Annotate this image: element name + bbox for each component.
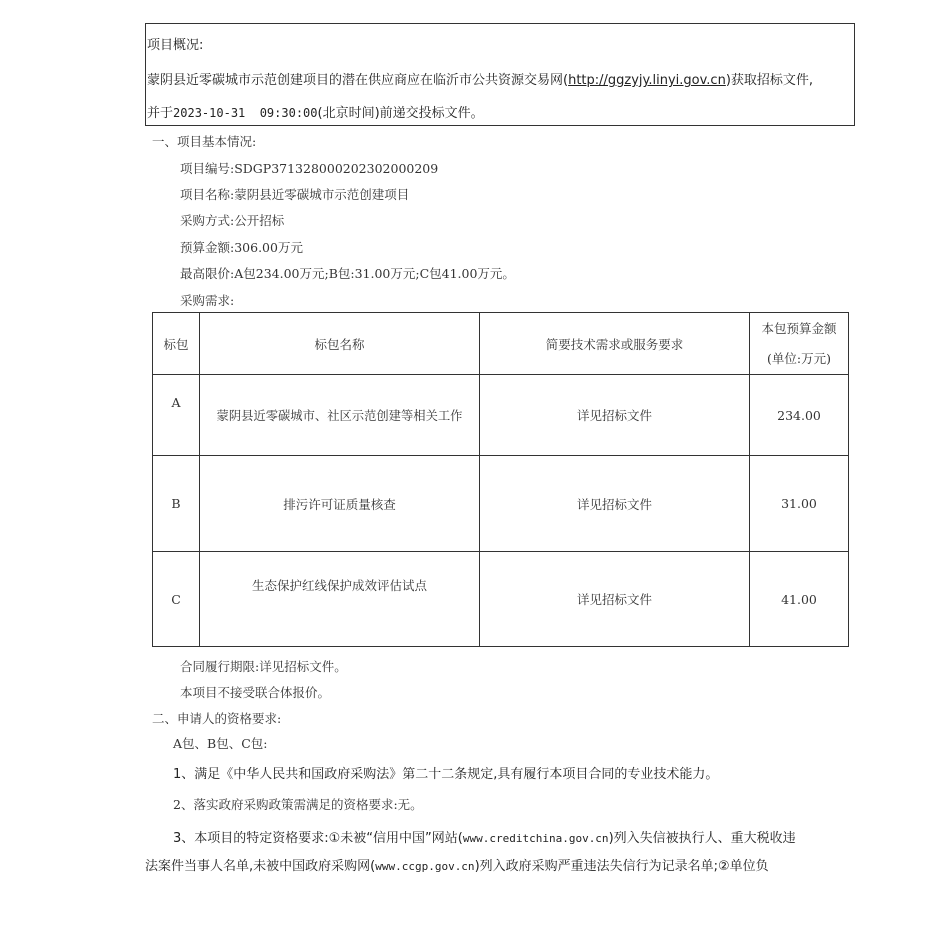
- overview-line1-tail: )获取招标文件,: [725, 73, 814, 88]
- section2-heading: 二、申请人的资格要求:: [152, 711, 282, 726]
- overview-line2-tail: (北京时间)前递交投标文件。: [317, 106, 484, 121]
- trading-site-link[interactable]: http://ggzyjy.linyi.gov.cn: [568, 73, 726, 88]
- table-row: [153, 375, 849, 456]
- row-package-cell: [153, 375, 200, 456]
- row-package-name: 蒙阴县近零碳城市、社区示范创建等相关工作: [200, 375, 480, 456]
- ccgp-url: www.ccgp.gov.cn: [375, 860, 475, 873]
- header-requirements: 简要技术需求或服务要求: [480, 313, 750, 375]
- row-budget: 41.00: [750, 552, 849, 647]
- row-budget: 31.00: [750, 456, 849, 552]
- row-package: B: [153, 456, 200, 552]
- project-number: 项目编号:SDGP371328000202302000209: [180, 161, 439, 176]
- row-package: C: [153, 552, 200, 647]
- row-package-name-cell: [200, 552, 480, 647]
- overview-line2-prefix: 并于: [147, 106, 174, 121]
- item3-line1-tail: )列入失信被执行人、重大税收违: [608, 831, 796, 846]
- table-header-row: [153, 313, 849, 375]
- row-package: A: [171, 395, 181, 410]
- procurement-method: 采购方式:公开招标: [180, 213, 285, 228]
- row-requirements: 详见招标文件: [480, 456, 750, 552]
- contract-period: 合同履行期限:详见招标文件。: [180, 659, 347, 674]
- item3-line2-tail: )列入政府采购严重违法失信行为记录名单;②单位负: [474, 859, 769, 874]
- section1-heading: 一、项目基本情况:: [152, 134, 257, 149]
- table-row: [153, 456, 849, 552]
- project-name: 项目名称:蒙阴县近零碳城市示范创建项目: [180, 187, 410, 202]
- requirements-table: [152, 312, 849, 647]
- max-price: 最高限价:A包234.00万元;B包:31.00万元;C包41.00万元。: [180, 266, 515, 281]
- budget-amount: 预算金额:306.00万元: [180, 240, 303, 255]
- overview-line-2: [147, 102, 484, 121]
- overview-line1-text: 蒙阴县近零碳城市示范创建项目的潜在供应商应在临沂市公共资源交易网(: [147, 73, 569, 88]
- header-package-name: 标包名称: [200, 313, 480, 375]
- applicable-packages: A包、B包、C包:: [173, 736, 268, 751]
- deadline-datetime: 2023-10-31 09:30:00: [173, 106, 318, 120]
- row-requirements: 详见招标文件: [480, 552, 750, 647]
- project-overview-box: [145, 23, 855, 126]
- demand-label: 采购需求:: [180, 293, 235, 308]
- row-budget: 234.00: [750, 375, 849, 456]
- header-package: 标包: [153, 313, 200, 375]
- row-package-name: 生态保护红线保护成效评估试点: [251, 578, 427, 593]
- no-consortium-note: 本项目不接受联合体报价。: [180, 685, 331, 700]
- overview-line-1: [147, 69, 813, 88]
- qualification-item-3-line2: [145, 855, 769, 874]
- row-package-name: 排污许可证质量核查: [200, 456, 480, 552]
- qualification-item-3-line1: [173, 827, 796, 846]
- table-row: [153, 552, 849, 647]
- item3-line2-text: 法案件当事人名单,未被中国政府采购网(: [145, 859, 376, 874]
- header-budget-line2: (单位:万元): [767, 350, 831, 366]
- qualification-item-2: 2、落实政府采购政策需满足的资格要求:无。: [173, 797, 423, 812]
- header-budget-line1: 本包预算金额: [761, 320, 837, 336]
- overview-title: 项目概况:: [147, 38, 204, 53]
- row-requirements: 详见招标文件: [480, 375, 750, 456]
- creditchina-url: www.creditchina.gov.cn: [462, 832, 609, 845]
- qualification-item-1: 1、满足《中华人民共和国政府采购法》第二十二条规定,具有履行本项目合同的专业技术能力。: [173, 767, 719, 782]
- header-budget: [750, 313, 849, 375]
- item3-line1-text: 3、本项目的特定资格要求:①未被“信用中国”网站(: [173, 831, 463, 846]
